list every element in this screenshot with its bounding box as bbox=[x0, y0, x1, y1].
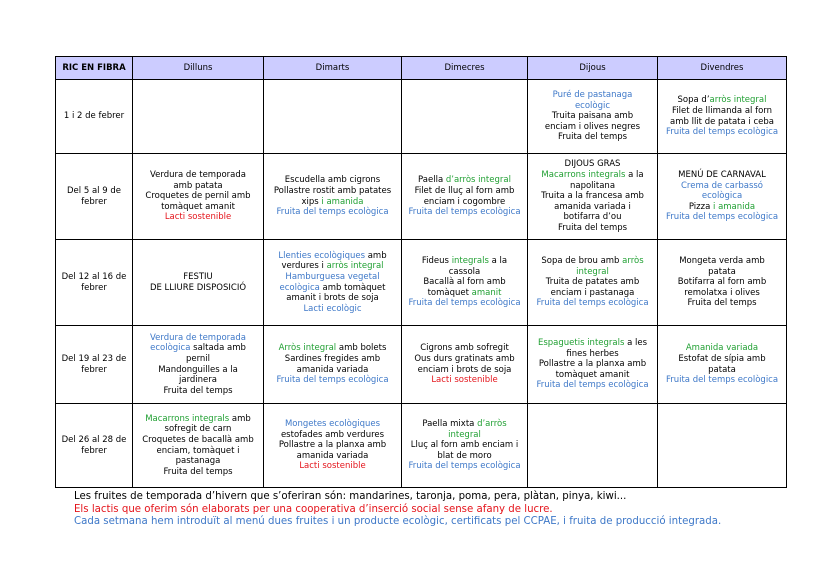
menu-line bbox=[266, 186, 399, 197]
menu-cell bbox=[528, 326, 658, 404]
menu-text: amanit i brots de soja bbox=[286, 293, 379, 304]
menu-line bbox=[530, 132, 655, 143]
menu-line bbox=[135, 333, 261, 344]
menu-text: cassola bbox=[448, 266, 481, 277]
menu-text: Fruita del temps ecològica bbox=[276, 207, 389, 218]
menu-text: amb bolets bbox=[336, 343, 387, 354]
menu-text: ecològica bbox=[701, 191, 743, 202]
menu-text: xips bbox=[301, 196, 322, 207]
menu-line bbox=[660, 354, 784, 365]
holiday-text: DE LLIURE DISPOSICIÓ bbox=[149, 282, 247, 293]
menu-line bbox=[530, 122, 655, 133]
menu-line bbox=[266, 343, 399, 354]
menu-text: Sopa de brou amb bbox=[541, 256, 623, 267]
menu-text: Fruita del temps bbox=[163, 466, 233, 477]
menu-line bbox=[266, 261, 399, 272]
menu-cell bbox=[528, 154, 658, 240]
menu-text: Pollastre a la planxa amb bbox=[538, 359, 647, 370]
notes bbox=[74, 491, 721, 529]
menu-text: Fruita del temps bbox=[557, 132, 628, 143]
menu-line bbox=[135, 354, 261, 365]
menu-text: saltada amb bbox=[190, 343, 246, 354]
menu-line bbox=[530, 90, 655, 101]
day-header-tuesday: Dimarts bbox=[264, 57, 402, 80]
menu-text: tomàquet amanit bbox=[555, 369, 630, 380]
menu-text: Mongetes ecològiques bbox=[284, 419, 381, 430]
menu-line bbox=[266, 293, 399, 304]
menu-text: ecològica bbox=[150, 343, 191, 354]
menu-line bbox=[530, 111, 655, 122]
menu-cell bbox=[264, 326, 402, 404]
menu-cell bbox=[264, 404, 402, 488]
menu-cell bbox=[133, 154, 264, 240]
week-label: Del 26 al 28 de febrer bbox=[56, 404, 133, 488]
menu-cell bbox=[133, 326, 264, 404]
menu-text: fines herbes bbox=[566, 348, 619, 359]
menu-text: Lacti sostenible bbox=[299, 461, 366, 472]
menu-text: Lluç al forn amb enciam i bbox=[410, 440, 519, 451]
menu-line bbox=[660, 212, 784, 223]
menu-text: Crema de carbassó bbox=[680, 180, 764, 191]
menu-text: pastanaga bbox=[175, 456, 221, 467]
menu-text: arròs bbox=[622, 256, 644, 267]
menu-cell bbox=[402, 154, 528, 240]
menu-text: Truita de patates amb bbox=[545, 277, 640, 288]
menu-line bbox=[530, 338, 655, 349]
menu-line bbox=[266, 419, 399, 430]
menu-line bbox=[266, 175, 399, 186]
menu-text: Paella bbox=[418, 175, 446, 186]
menu-line bbox=[266, 451, 399, 462]
menu-text: amb tomàquet bbox=[319, 282, 386, 293]
menu-text: Ous durs gratinats amb bbox=[414, 353, 515, 364]
menu-text: amanida variada bbox=[296, 364, 369, 375]
menu-line bbox=[266, 354, 399, 365]
menu-text: Espaguetis integrals bbox=[537, 338, 625, 349]
day-header-friday: Divendres bbox=[658, 57, 787, 80]
menu-text: sofregit de carn bbox=[164, 424, 232, 435]
menu-text: Croquetes de bacallà amb bbox=[142, 434, 254, 445]
week-row bbox=[56, 326, 787, 404]
menu-text: Llenties ecològiques bbox=[278, 250, 366, 261]
menu-cell bbox=[528, 80, 658, 154]
menu-text: amb llit de patata i ceba bbox=[670, 116, 774, 127]
menu-cell bbox=[133, 80, 264, 154]
menu-line bbox=[530, 202, 655, 213]
menu-line bbox=[530, 159, 655, 170]
menu-text: Fruita del temps ecològica bbox=[408, 298, 521, 309]
menu-text: Fruita del temps bbox=[557, 222, 628, 233]
menu-text: botifarra d’ou bbox=[563, 212, 622, 223]
menu-text: Lacti sostenible bbox=[431, 375, 498, 386]
menu-line bbox=[266, 430, 399, 441]
menu-text: d’arròs integral bbox=[445, 175, 511, 186]
menu-line bbox=[266, 251, 399, 262]
menu-line bbox=[404, 267, 525, 278]
menu-line bbox=[404, 430, 525, 441]
menu-cell bbox=[264, 154, 402, 240]
menu-text: DIJOUS GRAS bbox=[564, 159, 621, 170]
menu-text: Sopa d’ bbox=[677, 95, 710, 106]
menu-text: a la bbox=[625, 170, 644, 181]
menu-line bbox=[660, 106, 784, 117]
menu-line bbox=[404, 461, 525, 472]
menu-text: Fruita del temps bbox=[687, 298, 757, 309]
note-line: Cada setmana hem introduït al menú dues fruites i un producte ecològic, certificats pel CCPAE, i fruita de producció integrada. bbox=[74, 516, 722, 527]
menu-line bbox=[404, 343, 525, 354]
menu-line bbox=[660, 127, 784, 138]
menu-text: Croquetes de pernil amb bbox=[145, 191, 251, 202]
menu-line bbox=[135, 181, 261, 192]
menu-line bbox=[530, 256, 655, 267]
week-label: Del 5 al 9 de febrer bbox=[56, 154, 133, 240]
menu-line bbox=[404, 375, 525, 386]
menu-text: pernil bbox=[185, 353, 211, 364]
menu-cell bbox=[658, 404, 787, 488]
menu-line bbox=[660, 181, 784, 192]
menu-line bbox=[530, 191, 655, 202]
menu-text: Botifarra al forn amb bbox=[677, 277, 767, 288]
menu-text: a la bbox=[488, 256, 508, 267]
menu-line bbox=[660, 375, 784, 386]
menu-text: amb patata bbox=[173, 180, 223, 191]
menu-line bbox=[404, 451, 525, 462]
menu-line bbox=[660, 95, 784, 106]
menu-cell bbox=[133, 404, 264, 488]
menu-line bbox=[266, 365, 399, 376]
menu-line bbox=[266, 283, 399, 294]
menu-line bbox=[404, 175, 525, 186]
menu-text: patata bbox=[708, 364, 736, 375]
week-label: Del 12 al 16 de febrer bbox=[56, 240, 133, 326]
menu-line bbox=[530, 223, 655, 234]
menu-line bbox=[530, 370, 655, 381]
menu-text: MENÚ DE CARNAVAL bbox=[678, 170, 766, 181]
day-header-monday: Dilluns bbox=[133, 57, 264, 80]
week-label: 1 i 2 de febrer bbox=[56, 80, 133, 154]
menu-line bbox=[135, 467, 261, 478]
menu-line bbox=[404, 207, 525, 218]
menu-text: Fruita del temps ecològica bbox=[276, 375, 389, 386]
menu-text: Hamburguesa vegetal bbox=[285, 271, 380, 282]
menu-text: Fruita del temps ecològica bbox=[536, 380, 649, 391]
menu-line bbox=[530, 288, 655, 299]
menu-text: i amanida bbox=[321, 196, 364, 207]
menu-line bbox=[530, 277, 655, 288]
menu-text: tomàquet bbox=[427, 287, 472, 298]
menu-text: Escudella amb cigrons bbox=[284, 175, 381, 186]
menu-text: integral bbox=[448, 429, 481, 440]
menu-text: integrals bbox=[451, 256, 489, 267]
menu-cell bbox=[658, 240, 787, 326]
menu-text: ecològica bbox=[279, 282, 320, 293]
holiday-text: FESTIU bbox=[183, 271, 213, 282]
menu-line bbox=[530, 170, 655, 181]
week-row bbox=[56, 404, 787, 488]
menu-text: Pizza bbox=[688, 201, 713, 212]
menu-line bbox=[404, 288, 525, 299]
menu-text: amanit bbox=[471, 287, 502, 298]
menu-text: integral bbox=[576, 266, 609, 277]
menu-text: Mongeta verda amb bbox=[679, 256, 765, 267]
menu-text: Fruita del temps ecològica bbox=[408, 207, 521, 218]
menu-line bbox=[266, 375, 399, 386]
menu-text: jardinera bbox=[179, 375, 217, 386]
menu-cell bbox=[402, 404, 528, 488]
menu-cell bbox=[264, 80, 402, 154]
menu-line bbox=[404, 440, 525, 451]
menu-text: enciam, tomàquet i bbox=[156, 445, 240, 456]
menu-line bbox=[266, 304, 399, 315]
menu-text: Lacti sostenible bbox=[164, 212, 232, 223]
week-row bbox=[56, 154, 787, 240]
menu-line bbox=[530, 212, 655, 223]
menu-text: Verdura de temporada bbox=[150, 170, 246, 181]
menu-line bbox=[266, 272, 399, 283]
menu-line bbox=[404, 365, 525, 376]
menu-text: blat de moro bbox=[437, 450, 492, 461]
menu-text: arròs integral bbox=[326, 261, 384, 272]
menu-line bbox=[135, 365, 261, 376]
menu-line bbox=[530, 267, 655, 278]
menu-cell bbox=[264, 240, 402, 326]
menu-line bbox=[135, 170, 261, 181]
menu-text: Pollastre a la planxa amb bbox=[278, 440, 387, 451]
menu-text: enciam i brots de soja bbox=[417, 364, 512, 375]
menu-line bbox=[660, 343, 784, 354]
menu-line bbox=[135, 191, 261, 202]
menu-text: remolatxa i olives bbox=[684, 287, 760, 298]
menu-text: Sardines fregides amb bbox=[284, 353, 381, 364]
menu-line bbox=[266, 440, 399, 451]
menu-line bbox=[135, 386, 261, 397]
menu-line bbox=[530, 359, 655, 370]
menu-line bbox=[135, 212, 261, 223]
menu-line bbox=[135, 424, 261, 435]
menu-text: Lacti ecològic bbox=[303, 303, 362, 314]
menu-line bbox=[660, 202, 784, 213]
menu-table bbox=[55, 56, 787, 488]
menu-line bbox=[404, 419, 525, 430]
header-row bbox=[56, 57, 787, 80]
menu-cell bbox=[658, 326, 787, 404]
menu-text: Fideus bbox=[421, 256, 452, 267]
day-header-thursday: Dijous bbox=[528, 57, 658, 80]
menu-line bbox=[530, 298, 655, 309]
menu-line bbox=[530, 349, 655, 360]
menu-line bbox=[135, 343, 261, 354]
menu-line bbox=[530, 181, 655, 192]
menu-text: napolitana bbox=[569, 180, 616, 191]
menu-line bbox=[660, 191, 784, 202]
menu-text: Macarrons integrals bbox=[541, 170, 626, 181]
menu-text: Truita paisana amb bbox=[551, 111, 634, 122]
menu-text: tomàquet amanit bbox=[161, 201, 235, 212]
menu-line bbox=[266, 207, 399, 218]
menu-line bbox=[660, 267, 784, 278]
menu-text: Puré de pastanaga bbox=[552, 90, 633, 101]
menu-line bbox=[660, 277, 784, 288]
menu-text: Mandonguilles a la bbox=[158, 364, 238, 375]
menu-line bbox=[266, 461, 399, 472]
menu-text: arròs integral bbox=[709, 95, 767, 106]
menu-text: amanida variada bbox=[296, 450, 369, 461]
menu-line bbox=[135, 375, 261, 386]
menu-text: amanida variada i bbox=[554, 201, 631, 212]
menu-cell bbox=[658, 154, 787, 240]
menu-body bbox=[56, 80, 787, 488]
menu-text: a les bbox=[624, 338, 648, 349]
menu-line bbox=[530, 101, 655, 112]
menu-text: Amanida variada bbox=[685, 343, 759, 354]
menu-text: verdures i bbox=[281, 261, 327, 272]
menu-cell bbox=[402, 326, 528, 404]
day-header-wednesday: Dimecres bbox=[402, 57, 528, 80]
menu-text: Fruita del temps ecològica bbox=[665, 212, 779, 223]
menu-text: Cigrons amb sofregit bbox=[420, 343, 509, 354]
menu-text: Fruita del temps ecològica bbox=[665, 127, 779, 138]
menu-cell bbox=[402, 240, 528, 326]
menu-text: amb bbox=[365, 250, 387, 261]
menu-text: Fruita del temps ecològica bbox=[536, 298, 649, 309]
menu-line bbox=[404, 277, 525, 288]
menu-text: Filet de llimanda al forn bbox=[671, 105, 773, 116]
menu-cell bbox=[528, 240, 658, 326]
menu-line bbox=[135, 435, 261, 446]
menu-text: Filet de lluç al forn amb bbox=[414, 185, 515, 196]
menu-text: Fruita del temps bbox=[163, 385, 233, 396]
menu-text: enciam i pastanaga bbox=[550, 287, 635, 298]
menu-text: Macarrons integrals bbox=[145, 413, 230, 424]
menu-text: ecològic bbox=[574, 100, 611, 111]
note-line: Els lactis que oferim són elaborats per una cooperativa d’inserció social sense afany de lucre. bbox=[74, 503, 553, 515]
menu-line bbox=[135, 202, 261, 213]
menu-line bbox=[660, 117, 784, 128]
menu-cell bbox=[402, 80, 528, 154]
menu-line bbox=[404, 298, 525, 309]
menu-text: Arròs integral bbox=[278, 343, 337, 354]
menu-line bbox=[135, 446, 261, 457]
menu-text: Fruita del temps ecològica bbox=[665, 375, 779, 386]
menu-line bbox=[404, 186, 525, 197]
menu-text: Fruita del temps ecològica bbox=[408, 461, 521, 472]
menu-cell bbox=[528, 404, 658, 488]
menu-text: d’arròs bbox=[477, 419, 507, 430]
menu-text: Estofat de sípia amb bbox=[678, 353, 766, 364]
menu-text: estofades amb verdures bbox=[280, 429, 385, 440]
menu-text: Pollastre rostit amb patates bbox=[273, 185, 392, 196]
menu-line bbox=[404, 197, 525, 208]
menu-cell bbox=[658, 80, 787, 154]
menu-text: Truita a la francesa amb bbox=[541, 191, 644, 202]
menu-line bbox=[660, 298, 784, 309]
menu-line bbox=[404, 354, 525, 365]
menu-line bbox=[660, 170, 784, 181]
menu-line bbox=[530, 380, 655, 391]
menu-text: i amanida bbox=[713, 201, 756, 212]
menu-line bbox=[135, 414, 261, 425]
menu-text: Bacallà al forn amb bbox=[423, 277, 506, 288]
menu-line bbox=[135, 456, 261, 467]
menu-text: patata bbox=[708, 266, 736, 277]
menu-text: Verdura de temporada bbox=[150, 332, 246, 343]
menu-text: amb bbox=[229, 413, 251, 424]
week-label: Del 19 al 23 de febrer bbox=[56, 326, 133, 404]
menu-line bbox=[660, 288, 784, 299]
menu-line bbox=[660, 365, 784, 376]
week-row bbox=[56, 80, 787, 154]
corner-header: RIC EN FIBRA bbox=[56, 57, 133, 80]
note-line: Les fruites de temporada d’hivern que s’oferiran són: mandarines, taronja, poma, pera, plàtan, pinya, kiwi... bbox=[74, 491, 627, 502]
menu-text: enciam i cogombre bbox=[423, 196, 506, 207]
menu-text: enciam i olives negres bbox=[544, 121, 641, 132]
menu-line bbox=[404, 256, 525, 267]
menu-line bbox=[660, 256, 784, 267]
menu-cell bbox=[133, 240, 264, 326]
week-row bbox=[56, 240, 787, 326]
menu-text: Paella mixta bbox=[422, 419, 478, 430]
menu-line bbox=[266, 197, 399, 208]
